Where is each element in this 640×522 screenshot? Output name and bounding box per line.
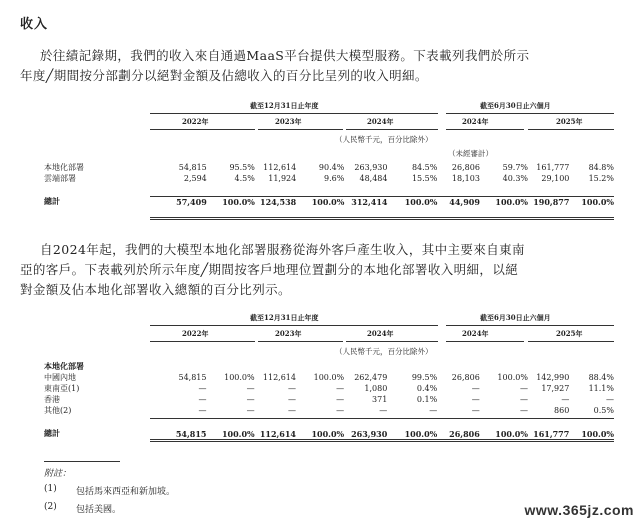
cell: 9.6% [324,174,345,183]
cell: 18,103 [451,174,480,183]
cell: 100.0% [311,196,345,207]
cell: 90.4% [318,163,345,172]
table1-rule-2022 [150,129,255,130]
cell: — [471,406,480,415]
table-total-row [44,428,614,439]
cell: — [288,406,296,415]
table1-subtotal-rule [150,196,614,197]
cell: 112,614 [262,373,296,382]
cell: 100.0% [221,428,255,439]
cell: — [606,395,614,404]
cell: 26,806 [449,428,480,439]
table1-unit-note: （人民幣千元，百分比除外） [335,135,433,144]
cell: 95.5% [229,163,255,172]
table1-year-2023: 2023年 [275,117,302,126]
cell: 54,815 [178,373,207,382]
row-label: 中國內地 [44,373,76,382]
table2-total-rule-1 [150,439,614,440]
cell: 84.5% [411,163,438,172]
cell: 48,484 [359,174,388,183]
cell: — [198,395,207,404]
table2-group-header-annual: 截至12月31日止年度 [250,313,319,322]
cell: 40.3% [502,174,529,183]
table2-subtotal-rule [150,418,614,419]
cell: 0.4% [416,384,438,393]
cell: — [288,395,296,404]
paragraph-2-line-2: 亞的客戶。下表載列於所示年度╱期間按客戶地理位置劃分的本地化部署收入明細，以絕 [20,262,519,277]
note-1-text: 包括馬來西亞和新加坡。 [76,487,176,497]
row-label: 其他(2) [44,406,72,415]
cell: 100.0% [495,196,529,207]
cell: 262,479 [354,373,388,382]
cell: 17,927 [541,384,570,393]
table2-rule-2024-interim [446,341,524,342]
paragraph-1-line-2: 年度╱期間按分部劃分以絕對金額及佔總收入的百分比呈列的收入明細。 [20,68,428,83]
cell: 142,990 [536,373,570,382]
cell: — [519,384,528,393]
table2-year-2023: 2023年 [275,329,302,338]
table2-rule-2023 [258,341,343,342]
note-1-number: (1) [44,484,57,494]
cell: 54,815 [178,163,207,172]
cell: 100.0% [404,428,438,439]
cell: 124,538 [260,196,297,207]
section-heading: 收入 [20,17,49,32]
cell: 161,777 [536,163,570,172]
table1-rule-annual [150,113,438,114]
cell: 59.7% [502,163,529,172]
paragraph-1-line-1: 於往績記錄期，我們的收入來自通過MaaS平台提供大模型服務。下表載列我們於所示 [40,48,530,63]
revenue-by-segment-table [44,162,614,207]
table-row [44,372,614,383]
table2-year-2024-interim: 2024年 [462,329,489,338]
table1-year-2022: 2022年 [182,117,209,126]
cell: 15.2% [588,174,614,183]
cell: 0.5% [593,406,614,415]
cell: 44,909 [449,196,480,207]
table1-rule-2025-interim [528,129,614,130]
cell: 84.8% [588,163,614,172]
cell: 190,877 [533,196,570,207]
row-label: 總計 [44,196,60,206]
cell: 88.4% [588,373,614,382]
table1-rule-2024-interim [446,129,524,130]
row-label: 香港 [44,395,60,404]
table1-group-header-interim: 截至6月30日止六個月 [480,101,551,110]
table1-rule-2023 [258,129,343,130]
row-label: 東南亞(1) [44,384,80,393]
notes-divider [44,461,120,462]
cell: 100.0% [311,428,345,439]
cell: — [519,406,528,415]
cell: — [288,384,296,393]
cell: 371 [372,395,388,404]
table2-group-header-interim: 截至6月30日止六個月 [480,313,551,322]
table-row [44,162,614,173]
cell: — [246,406,255,415]
cell: 0.1% [416,395,438,404]
table2-section-label: 本地化部署 [44,361,84,371]
cell: 100.0% [581,196,614,207]
table1-rule-2024 [346,129,438,130]
cell: 100.0% [222,196,255,207]
cell: 100.0% [313,373,345,382]
cell: 112,614 [263,163,297,172]
cell: 4.5% [234,174,255,183]
table2-rule-2022 [150,341,255,342]
table-row [44,394,614,405]
table2-rule-2025-interim [528,341,614,342]
cell: 263,930 [351,428,388,439]
cell: — [471,384,480,393]
cell: — [379,406,388,415]
cell: 54,815 [175,428,207,439]
row-label: 總計 [44,428,60,438]
table1-year-2024: 2024年 [367,117,394,126]
cell: 2,594 [183,174,207,183]
table-row [44,173,614,184]
table-row [44,405,614,416]
table-total-row [44,196,614,207]
cell: 312,414 [351,196,388,207]
table1-year-2025-interim: 2025年 [556,117,583,126]
table2-unit-note: （人民幣千元，百分比除外） [335,347,433,356]
note-2-number: (2) [44,502,57,512]
table1-rule-interim [446,113,614,114]
cell: 15.5% [411,174,438,183]
paragraph-2-line-1: 自2024年起，我們的大模型本地化部署服務從海外客戶產生收入，其中主要來自東南 [40,242,525,257]
cell: 100.0% [224,373,255,382]
note-2-text: 包括美國。 [76,505,122,515]
table2-rule-2024 [346,341,438,342]
cell: 57,409 [176,196,207,207]
cell: 26,806 [451,163,480,172]
row-label: 雲端部署 [44,174,76,183]
cell: 29,100 [541,174,570,183]
cell: — [429,406,438,415]
table1-group-header-annual: 截至12月31日止年度 [250,101,319,110]
cell: — [336,384,345,393]
cell: 112,614 [259,428,296,439]
cell: — [336,395,345,404]
cell: — [198,406,207,415]
site-watermark: www.365jz.com [524,502,634,518]
local-deployment-by-region-table [44,372,614,439]
table2-year-2025-interim: 2025年 [556,329,583,338]
cell: — [198,384,207,393]
cell: 161,777 [533,428,570,439]
cell: 100.0% [404,196,438,207]
cell: 1,080 [364,384,388,393]
cell: 263,930 [354,163,388,172]
table1-total-rule-1 [150,217,614,218]
cell: — [336,406,345,415]
cell: 26,806 [451,373,480,382]
table2-year-2022: 2022年 [182,329,209,338]
table2-rule-annual [150,325,438,326]
cell: — [246,395,255,404]
cell: — [519,395,528,404]
table1-total-rule-2 [150,219,614,220]
table-row [44,383,614,394]
table2-total-rule-2 [150,441,614,442]
cell: 99.5% [411,373,438,382]
cell: 11,924 [268,174,297,183]
row-label: 本地化部署 [44,163,84,172]
table2-year-2024: 2024年 [367,329,394,338]
cell: 100.0% [495,428,528,439]
paragraph-2-line-3: 對金額及佔本地化部署收入總額的百分比列示。 [20,282,291,297]
table2-rule-interim [446,325,614,326]
notes-title: 附註： [44,469,72,479]
cell: 100.0% [581,428,614,439]
cell: — [471,395,480,404]
cell: 860 [554,406,570,415]
table1-year-2024-interim: 2024年 [462,117,489,126]
cell: — [561,395,570,404]
cell: 11.1% [588,384,614,393]
cell: 100.0% [497,373,528,382]
table1-unaudited-note: （未經審計） [448,149,493,158]
cell: — [246,384,255,393]
